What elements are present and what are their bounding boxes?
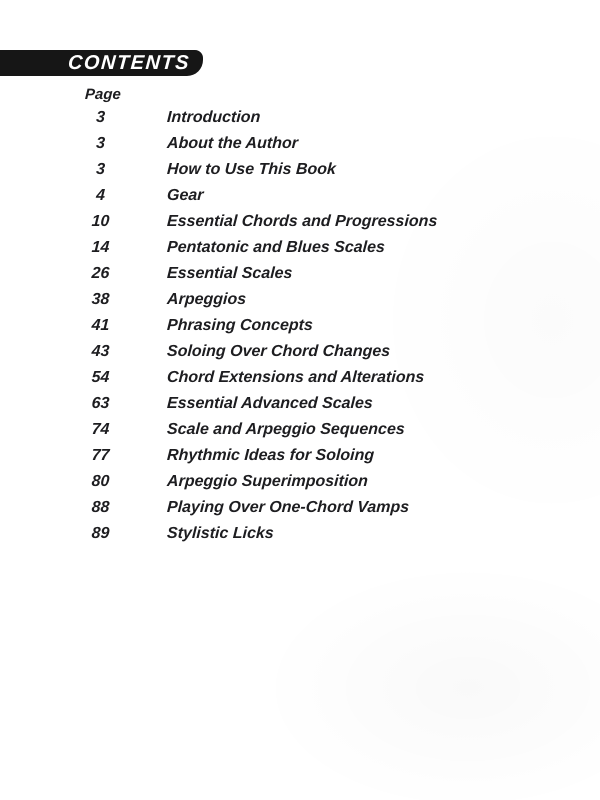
- toc-entry: [73, 469, 533, 495]
- toc-entry-title: How to Use This Book: [166, 161, 337, 178]
- toc-entry: [73, 443, 533, 469]
- toc-entry: [73, 287, 533, 313]
- toc-page-number: 38: [91, 291, 110, 308]
- toc-entry: [73, 183, 533, 209]
- toc-page-number: 43: [91, 343, 110, 360]
- toc-entry: [73, 209, 533, 235]
- page-title: CONTENTS: [67, 52, 191, 74]
- toc-entry-title: Introduction: [166, 109, 261, 126]
- toc-page-number: 14: [91, 239, 110, 256]
- toc-entry: [73, 235, 533, 261]
- toc-entry-title: Gear: [166, 187, 204, 204]
- toc-page-number: 26: [91, 265, 110, 282]
- toc-entry: [73, 105, 533, 131]
- toc-entry-title: Pentatonic and Blues Scales: [166, 239, 386, 256]
- toc-page-number: 3: [95, 109, 106, 126]
- toc-entry-title: Chord Extensions and Alterations: [166, 369, 425, 386]
- toc-entry-title: Arpeggios: [166, 291, 247, 308]
- toc-entry: [73, 391, 533, 417]
- toc-entry-title: Stylistic Licks: [166, 525, 275, 542]
- toc-entry-title: Soloing Over Chord Changes: [166, 343, 391, 360]
- toc-page-number: 77: [91, 447, 110, 464]
- toc-entry: [73, 417, 533, 443]
- toc-page-number: 54: [91, 369, 110, 386]
- toc-entry-title: Rhythmic Ideas for Soloing: [166, 447, 375, 464]
- toc-entry-title: Essential Scales: [166, 265, 293, 282]
- toc-entry-title: About the Author: [166, 135, 299, 152]
- toc-page-number: 89: [91, 525, 110, 542]
- toc-list: [73, 105, 533, 547]
- toc-page-number: 41: [91, 317, 110, 334]
- toc-page-number: 74: [91, 421, 110, 438]
- toc-entry: [73, 495, 533, 521]
- page-column-header: Page: [84, 86, 122, 103]
- toc-page-number: 80: [91, 473, 110, 490]
- toc-entry: [73, 261, 533, 287]
- toc-entry-title: Playing Over One-Chord Vamps: [166, 499, 410, 516]
- toc-page-number: 10: [91, 213, 110, 230]
- toc-entry-title: Essential Chords and Progressions: [166, 213, 438, 230]
- toc-page-number: 3: [95, 135, 106, 152]
- toc-page-number: 3: [95, 161, 106, 178]
- toc-entry: [73, 365, 533, 391]
- toc-entry: [73, 313, 533, 339]
- toc-page-number: 63: [91, 395, 110, 412]
- toc-page-number: 88: [91, 499, 110, 516]
- toc-entry-title: Arpeggio Superimposition: [166, 473, 369, 490]
- toc-entry: [73, 339, 533, 365]
- contents-banner: [0, 50, 203, 76]
- toc-entry: [73, 131, 533, 157]
- toc-entry-title: Scale and Arpeggio Sequences: [166, 421, 406, 438]
- toc-entry: [73, 157, 533, 183]
- toc-page-number: 4: [95, 187, 106, 204]
- toc-entry: [73, 521, 533, 547]
- toc-entry-title: Essential Advanced Scales: [166, 395, 374, 412]
- toc-entry-title: Phrasing Concepts: [166, 317, 314, 334]
